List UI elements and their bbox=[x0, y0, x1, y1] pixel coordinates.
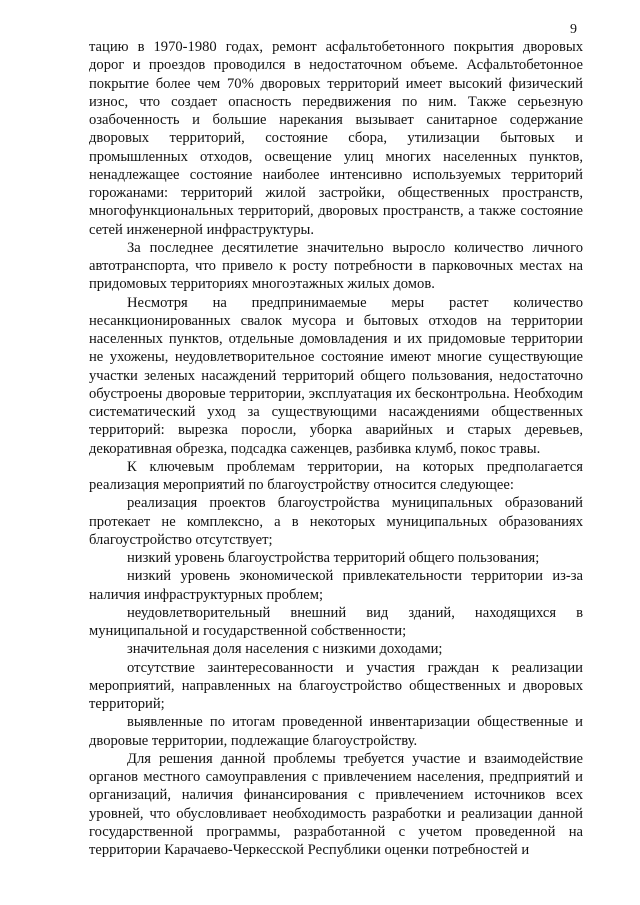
page-number: 9 bbox=[570, 22, 577, 37]
list-item-citizen-interest: отсутствие заинтересованности и участия граждан к реализации мероприятий, направленных на благоустройство общественных и дворовых территорий; bbox=[89, 659, 583, 712]
list-item-inventory: выявленные по итогам проведенной инвентаризации общественные и дворовые территории, подлежащие благоустройству. bbox=[89, 714, 583, 749]
list-item-low-improvement: низкий уровень благоустройства территорий общего пользования; bbox=[127, 550, 540, 566]
list-item-low-income: значительная доля населения с низкими доходами; bbox=[127, 641, 443, 658]
list-item-not-comprehensive: реализация проектов благоустройства муниципальных образований протекает не комплексно, а в некоторых муниципальных образованиях благоустройство отсутствует; bbox=[89, 495, 583, 548]
paragraph-key-problems-intro: К ключевым проблемам территории, на которых предполагается реализация мероприятий по благоустройству относится следующее: bbox=[89, 458, 583, 493]
paragraph-waste: Несмотря на предпринимаемые меры растет количество несанкционированных свалок мусора и бытовых отходов на территории населенных пунктов, отдельные домовладения и их придомовые территории не ухожены, неудовлетворительное состояние имеют многие существующие участки зеленых насаждений территорий общего пользования, недостаточно обустроены дворовые территории, эксплуатация их бесконтрольна. Необходим систематический уход за существующими насаждениями общественных территорий: вырезка поросли, уборка аварийных и старых деревьев, декоративная обрезка, подсадка саженцев, разбивка клумб, покос травы. bbox=[89, 294, 583, 457]
body-text bbox=[89, 38, 583, 859]
paragraph-continuation: тацию в 1970-1980 годах, ремонт асфальтобетонного покрытия дворовых дорог и проездов проводился в недостаточном объеме. Асфальтобетонное покрытие более чем 70% дворовых территорий имеет высокий физический износ, что создает опасность передвижения по ним. Также серьезную озабоченность и большие нарекания вызывает санитарное содержание дворовых территорий, состояние сбора, утилизации бытовых и промышленных отходов, освещение улиц многих населенных пунктов, ненадлежащее состояние наиболее интенсивно используемых территорий горожанами: территорий жилой застройки, общественных пространств, многофункциональных территорий, дворовых пространств, а также состояние сетей инженерной инфраструктуры. bbox=[89, 39, 583, 238]
list-item-building-appearance: неудовлетворительный внешний вид зданий, находящихся в муниципальной и государственной собственности; bbox=[89, 604, 583, 639]
paragraph-vehicles: За последнее десятилетие значительно выросло количество личного автотранспорта, что привело к росту потребности в парковочных местах на придомовых территориях многоэтажных жилых домов. bbox=[89, 239, 583, 293]
list-item-low-attractiveness: низкий уровень экономической привлекательности территории из-за наличия инфраструктурных проблем; bbox=[89, 568, 583, 603]
paragraph-solution: Для решения данной проблемы требуется участие и взаимодействие органов местного самоуправления с привлечением населения, предприятий и организаций, наличия финансирования с привлечением источников всех уровней, что обусловливает необходимость разработки и реализации данной государственной программы, разработанной с учетом проведенной на территории Карачаево-Черкесской Республики оценки потребностей и bbox=[89, 750, 583, 858]
